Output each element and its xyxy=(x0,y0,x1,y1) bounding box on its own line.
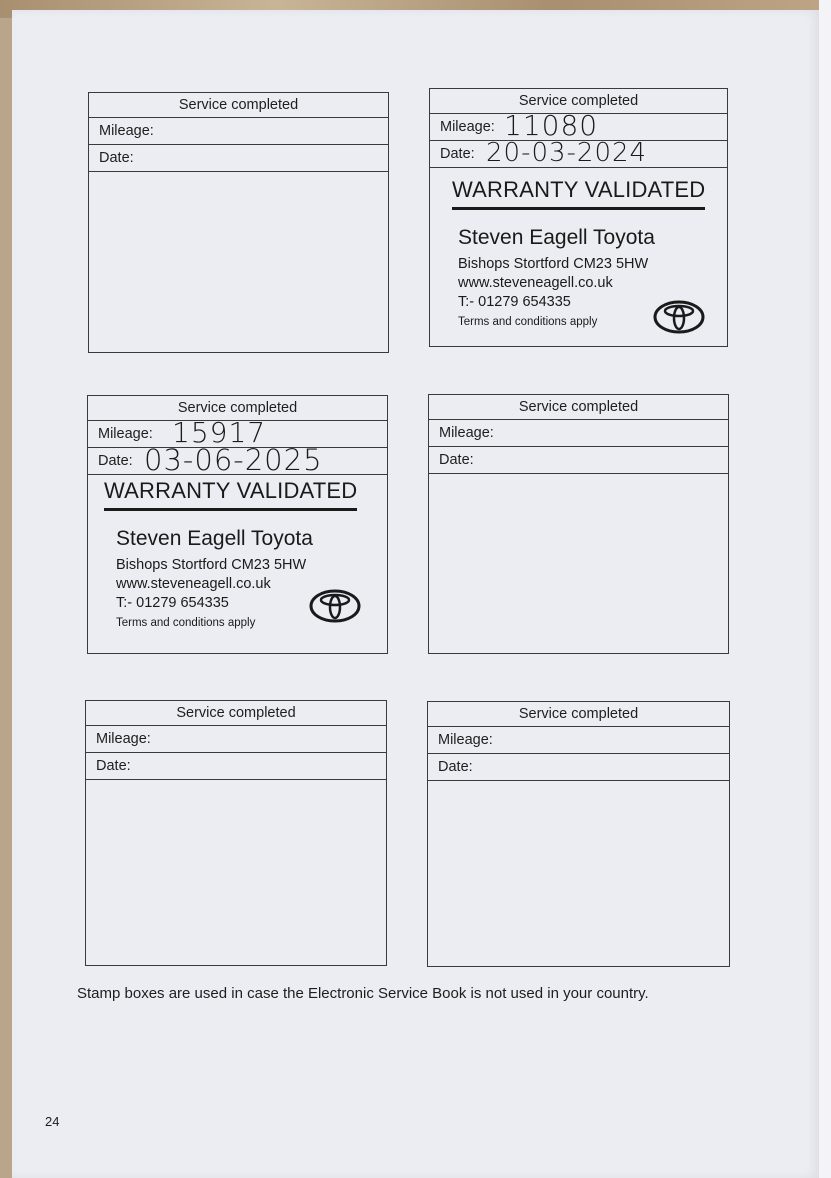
service-box-title: Service completed xyxy=(89,93,388,118)
date-field xyxy=(86,753,386,780)
toyota-logo-icon xyxy=(309,589,361,623)
stamp-website: www.steveneagell.co.uk xyxy=(116,576,271,592)
mileage-label: Mileage: xyxy=(438,732,493,748)
handwritten-date: 03-06-2025 xyxy=(144,443,323,477)
service-box-title: Service completed xyxy=(428,702,729,727)
warranty-stamp xyxy=(440,177,719,338)
page-number: 24 xyxy=(45,1114,60,1129)
mileage-label: Mileage: xyxy=(440,119,495,135)
service-box-title: Service completed xyxy=(88,396,387,421)
date-field xyxy=(429,447,728,474)
service-box-title: Service completed xyxy=(430,89,727,114)
mileage-field xyxy=(428,727,729,754)
stamp-website: www.steveneagell.co.uk xyxy=(458,275,613,291)
stamp-heading: WARRANTY VALIDATED xyxy=(104,478,357,511)
handwritten-date: 20-03-2024 xyxy=(486,138,648,168)
mileage-label: Mileage: xyxy=(98,426,153,442)
service-box-3 xyxy=(87,395,388,654)
date-field xyxy=(89,145,388,172)
mileage-label: Mileage: xyxy=(439,425,494,441)
date-field xyxy=(428,754,729,781)
handwritten-mileage: 15917 xyxy=(172,416,267,449)
mileage-label: Mileage: xyxy=(96,731,151,747)
date-label: Date: xyxy=(99,150,134,166)
footer-note: Stamp boxes are used in case the Electronic Service Book is not used in your country. xyxy=(77,985,649,1002)
mileage-field xyxy=(86,726,386,753)
service-box-2 xyxy=(429,88,728,347)
stamp-address: Bishops Stortford CM23 5HW xyxy=(458,256,649,272)
date-label: Date: xyxy=(98,453,133,469)
stamp-heading: WARRANTY VALIDATED xyxy=(452,177,705,210)
date-label: Date: xyxy=(439,452,474,468)
date-label: Date: xyxy=(438,759,473,775)
stamp-phone: T:- 01279 654335 xyxy=(116,595,229,611)
date-field xyxy=(430,138,727,168)
mileage-field xyxy=(429,420,728,447)
mileage-field xyxy=(89,118,388,145)
stamp-terms: Terms and conditions apply xyxy=(458,316,598,328)
mileage-label: Mileage: xyxy=(99,123,154,139)
handwritten-mileage: 11080 xyxy=(504,109,599,142)
stamp-dealer-name: Steven Eagell Toyota xyxy=(458,226,655,249)
date-field xyxy=(88,443,387,477)
service-box-6 xyxy=(427,701,730,967)
service-box-1 xyxy=(88,92,389,353)
date-label: Date: xyxy=(96,758,131,774)
service-box-title: Service completed xyxy=(86,701,386,726)
service-box-title: Service completed xyxy=(429,395,728,420)
warranty-stamp xyxy=(98,478,379,645)
stamp-phone: T:- 01279 654335 xyxy=(458,294,571,310)
service-box-5 xyxy=(85,700,387,966)
stamp-address: Bishops Stortford CM23 5HW xyxy=(116,557,307,573)
toyota-logo-icon xyxy=(653,300,705,334)
stamp-terms: Terms and conditions apply xyxy=(116,617,256,629)
stamp-dealer-name: Steven Eagell Toyota xyxy=(116,527,313,550)
service-box-4 xyxy=(428,394,729,654)
page-edge xyxy=(819,0,831,1178)
date-label: Date: xyxy=(440,146,475,162)
